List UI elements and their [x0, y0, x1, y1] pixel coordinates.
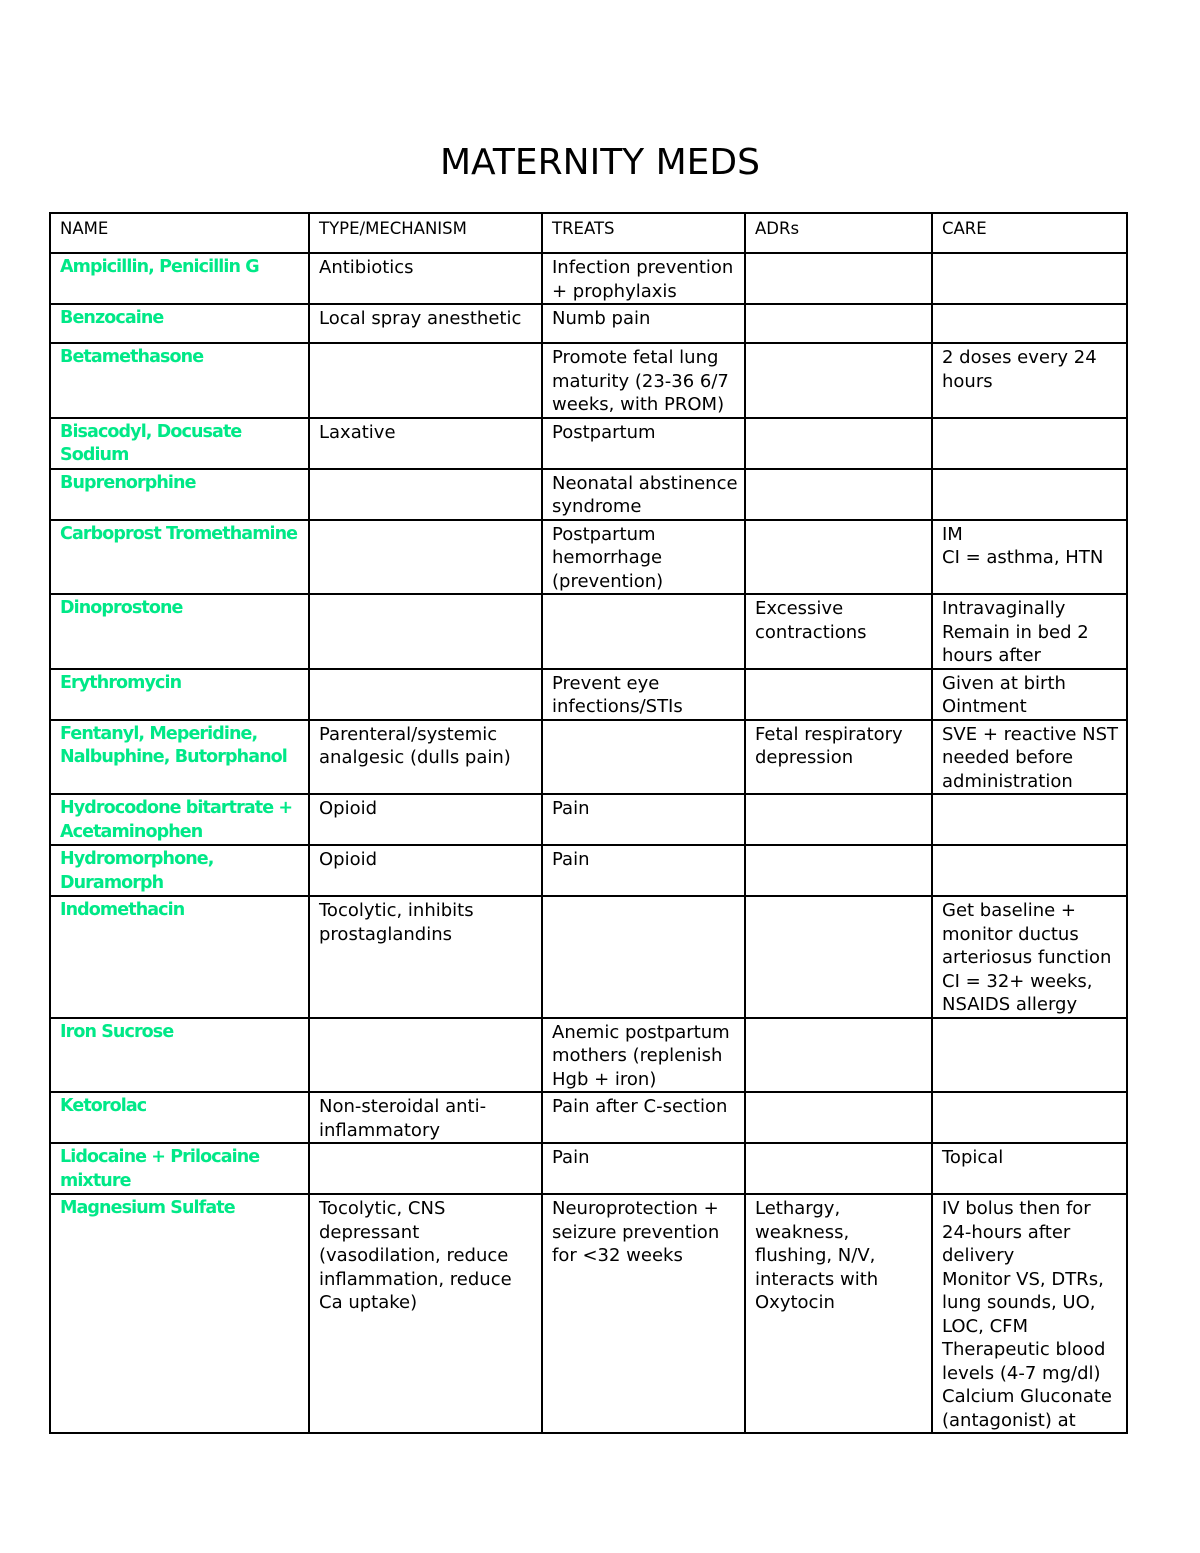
header-name: NAME: [50, 213, 309, 253]
cell-treats: Pain: [542, 794, 745, 845]
cell-care: [932, 304, 1127, 343]
table-row: [50, 343, 1127, 418]
cell-name: Ampicillin, Penicillin G: [50, 253, 309, 304]
table-row: [50, 594, 1127, 669]
cell-treats: Postpartum: [542, 418, 745, 469]
cell-treats: Pain: [542, 845, 745, 896]
table-row: [50, 1018, 1127, 1093]
table-row: [50, 520, 1127, 595]
table-row: [50, 304, 1127, 343]
cell-adrs: [745, 794, 932, 845]
table-row: [50, 253, 1127, 304]
cell-name: Lidocaine + Prilocaine mixture: [50, 1143, 309, 1194]
cell-treats: Infection prevention + prophylaxis: [542, 253, 745, 304]
cell-adrs: [745, 343, 932, 418]
cell-treats: Pain after C-section: [542, 1092, 745, 1143]
cell-adrs: Fetal respiratory depression: [745, 720, 932, 795]
cell-care: IV bolus then for 24-hours after delivery Monitor VS, DTRs, lung sounds, UO, LOC, CFM Therapeutic blood levels (4-7 mg/dl) Calcium Gluconate (antagonist) at: [932, 1194, 1127, 1433]
cell-adrs: [745, 418, 932, 469]
cell-type: Local spray anesthetic: [309, 304, 542, 343]
cell-care: Get baseline + monitor ductus arteriosus function CI = 32+ weeks, NSAIDS allergy: [932, 896, 1127, 1018]
cell-treats: Postpartum hemorrhage (prevention): [542, 520, 745, 595]
cell-type: Non-steroidal anti-inflammatory: [309, 1092, 542, 1143]
cell-type: Tocolytic, CNS depressant (vasodilation, reduce inflammation, reduce Ca uptake): [309, 1194, 542, 1433]
cell-name: Ketorolac: [50, 1092, 309, 1143]
table-row: [50, 896, 1127, 1018]
header-adrs: ADRs: [745, 213, 932, 253]
header-care: CARE: [932, 213, 1127, 253]
cell-name: Fentanyl, Meperidine, Nalbuphine, Butorphanol: [50, 720, 309, 795]
cell-care: Intravaginally Remain in bed 2 hours after: [932, 594, 1127, 669]
header-treats: TREATS: [542, 213, 745, 253]
cell-treats: Prevent eye infections/STIs: [542, 669, 745, 720]
table-row: [50, 1143, 1127, 1194]
cell-type: [309, 343, 542, 418]
cell-care: SVE + reactive NST needed before administration: [932, 720, 1127, 795]
cell-type: [309, 1143, 542, 1194]
cell-type: [309, 1018, 542, 1093]
table-row: [50, 469, 1127, 520]
cell-treats: Numb pain: [542, 304, 745, 343]
cell-name: Erythromycin: [50, 669, 309, 720]
cell-name: Dinoprostone: [50, 594, 309, 669]
cell-treats: [542, 896, 745, 1018]
cell-care: Given at birth Ointment: [932, 669, 1127, 720]
cell-adrs: [745, 1143, 932, 1194]
cell-treats: Neuroprotection + seizure prevention for <32 weeks: [542, 1194, 745, 1433]
cell-type: Opioid: [309, 794, 542, 845]
cell-adrs: [745, 469, 932, 520]
cell-name: Buprenorphine: [50, 469, 309, 520]
cell-name: Benzocaine: [50, 304, 309, 343]
cell-type: [309, 669, 542, 720]
cell-type: Opioid: [309, 845, 542, 896]
table-row: [50, 845, 1127, 896]
cell-adrs: [745, 1092, 932, 1143]
cell-treats: Pain: [542, 1143, 745, 1194]
cell-treats: Anemic postpartum mothers (replenish Hgb + iron): [542, 1018, 745, 1093]
cell-care: IM CI = asthma, HTN: [932, 520, 1127, 595]
cell-type: Tocolytic, inhibits prostaglandins: [309, 896, 542, 1018]
cell-treats: Neonatal abstinence syndrome: [542, 469, 745, 520]
table-row: [50, 669, 1127, 720]
table-row: [50, 1194, 1127, 1433]
cell-name: Magnesium Sulfate: [50, 1194, 309, 1433]
cell-name: Carboprost Tromethamine: [50, 520, 309, 595]
cell-name: Indomethacin: [50, 896, 309, 1018]
table-row: [50, 794, 1127, 845]
cell-care: [932, 253, 1127, 304]
cell-treats: [542, 720, 745, 795]
cell-treats: Promote fetal lung maturity (23-36 6/7 weeks, with PROM): [542, 343, 745, 418]
cell-care: [932, 418, 1127, 469]
cell-care: Topical: [932, 1143, 1127, 1194]
cell-type: [309, 469, 542, 520]
cell-adrs: [745, 669, 932, 720]
cell-care: 2 doses every 24 hours: [932, 343, 1127, 418]
cell-type: [309, 594, 542, 669]
cell-name: Hydrocodone bitartrate + Acetaminophen: [50, 794, 309, 845]
cell-treats: [542, 594, 745, 669]
table-row: [50, 720, 1127, 795]
cell-care: [932, 469, 1127, 520]
cell-type: Antibiotics: [309, 253, 542, 304]
cell-adrs: [745, 1018, 932, 1093]
cell-care: [932, 794, 1127, 845]
cell-name: Bisacodyl, Docusate Sodium: [50, 418, 309, 469]
cell-care: [932, 1018, 1127, 1093]
cell-name: Betamethasone: [50, 343, 309, 418]
cell-adrs: [745, 896, 932, 1018]
table-row: [50, 418, 1127, 469]
maternity-meds-table: [49, 212, 1128, 1434]
cell-adrs: [745, 253, 932, 304]
cell-adrs: Excessive contractions: [745, 594, 932, 669]
header-type-mechanism: TYPE/MECHANISM: [309, 213, 542, 253]
cell-type: Laxative: [309, 418, 542, 469]
cell-care: [932, 845, 1127, 896]
cell-adrs: Lethargy, weakness, flushing, N/V, interacts with Oxytocin: [745, 1194, 932, 1433]
cell-adrs: [745, 520, 932, 595]
table-header-row: [50, 213, 1127, 253]
cell-adrs: [745, 845, 932, 896]
table-body: [50, 253, 1127, 1433]
cell-name: Hydromorphone, Duramorph: [50, 845, 309, 896]
cell-adrs: [745, 304, 932, 343]
cell-type: [309, 520, 542, 595]
cell-care: [932, 1092, 1127, 1143]
cell-name: Iron Sucrose: [50, 1018, 309, 1093]
table-row: [50, 1092, 1127, 1143]
cell-type: Parenteral/systemic analgesic (dulls pain): [309, 720, 542, 795]
page-title: MATERNITY MEDS: [440, 142, 760, 183]
